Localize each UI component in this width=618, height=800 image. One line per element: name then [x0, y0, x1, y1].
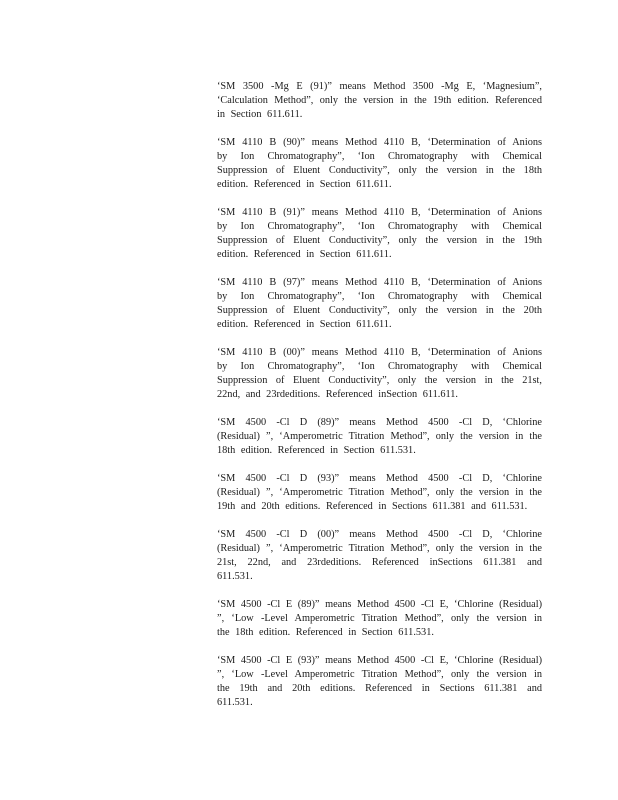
- definition-paragraph-sm-3500-mg-e-91: ‘SM 3500 -Mg E (91)” means Method 3500 -Mg E, ‘Magnesium”, ‘Calculation Method”, only the version in the 19th edition. Referenced in Section 611.611.: [217, 81, 542, 120]
- definition-paragraph-sm-4110-b-90: ‘SM 4110 B (90)” means Method 4110 B, ‘Determination of Anions by Ion Chromatography”, ‘Ion Chromatography with Chemical Suppression of Eluent Conductivity”, only the version in the 18th edition. Referenced in Section 611.611.: [217, 137, 542, 190]
- definition-paragraph-sm-4500-cl-e-93: ‘SM 4500 -Cl E (93)” means Method 4500 -Cl E, ‘Chlorine (Residual) ”, ‘Low -Level Amperometric Titration Method”, only the version in the 19th and 20th editions. Referenced in Sections 611.381 and 611.531.: [217, 655, 542, 708]
- definition-paragraph-sm-4500-cl-d-00: ‘SM 4500 -Cl D (00)” means Method 4500 -Cl D, ‘Chlorine (Residual) ”, ‘Amperometric Titration Method”, only the version in the 21st, 22nd, and 23rdeditions. Referenced inSections 611.381 and 611.531.: [217, 529, 542, 582]
- document-body: [217, 80, 542, 724]
- definition-paragraph-sm-4500-cl-d-93: ‘SM 4500 -Cl D (93)” means Method 4500 -Cl D, ‘Chlorine (Residual) ”, ‘Amperometric Titration Method”, only the version in the 19th and 20th editions. Referenced in Sections 611.381 and 611.531.: [217, 473, 542, 512]
- definition-paragraph-sm-4500-cl-d-89: ‘SM 4500 -Cl D (89)” means Method 4500 -Cl D, ‘Chlorine (Residual) ”, ‘Amperometric Titration Method”, only the version in the 18th edition. Referenced in Section 611.531.: [217, 417, 542, 456]
- definition-paragraph-sm-4110-b-91: ‘SM 4110 B (91)” means Method 4110 B, ‘Determination of Anions by Ion Chromatography”, ‘Ion Chromatography with Chemical Suppression of Eluent Conductivity”, only the version in the 19th edition. Referenced in Section 611.611.: [217, 207, 542, 260]
- definition-paragraph-sm-4500-cl-e-89: ‘SM 4500 -Cl E (89)” means Method 4500 -Cl E, ‘Chlorine (Residual) ”, ‘Low -Level Amperometric Titration Method”, only the version in the 18th edition. Referenced in Section 611.531.: [217, 599, 542, 638]
- definition-paragraph-sm-4110-b-97: ‘SM 4110 B (97)” means Method 4110 B, ‘Determination of Anions by Ion Chromatography”, ‘Ion Chromatography with Chemical Suppression of Eluent Conductivity”, only the version in the 20th edition. Referenced in Section 611.611.: [217, 277, 542, 330]
- definition-paragraph-sm-4110-b-00: ‘SM 4110 B (00)” means Method 4110 B, ‘Determination of Anions by Ion Chromatography”, ‘Ion Chromatography with Chemical Suppression of Eluent Conductivity”, only the version in the 21st, 22nd, and 23rdeditions. Referenced inSection 611.611.: [217, 347, 542, 400]
